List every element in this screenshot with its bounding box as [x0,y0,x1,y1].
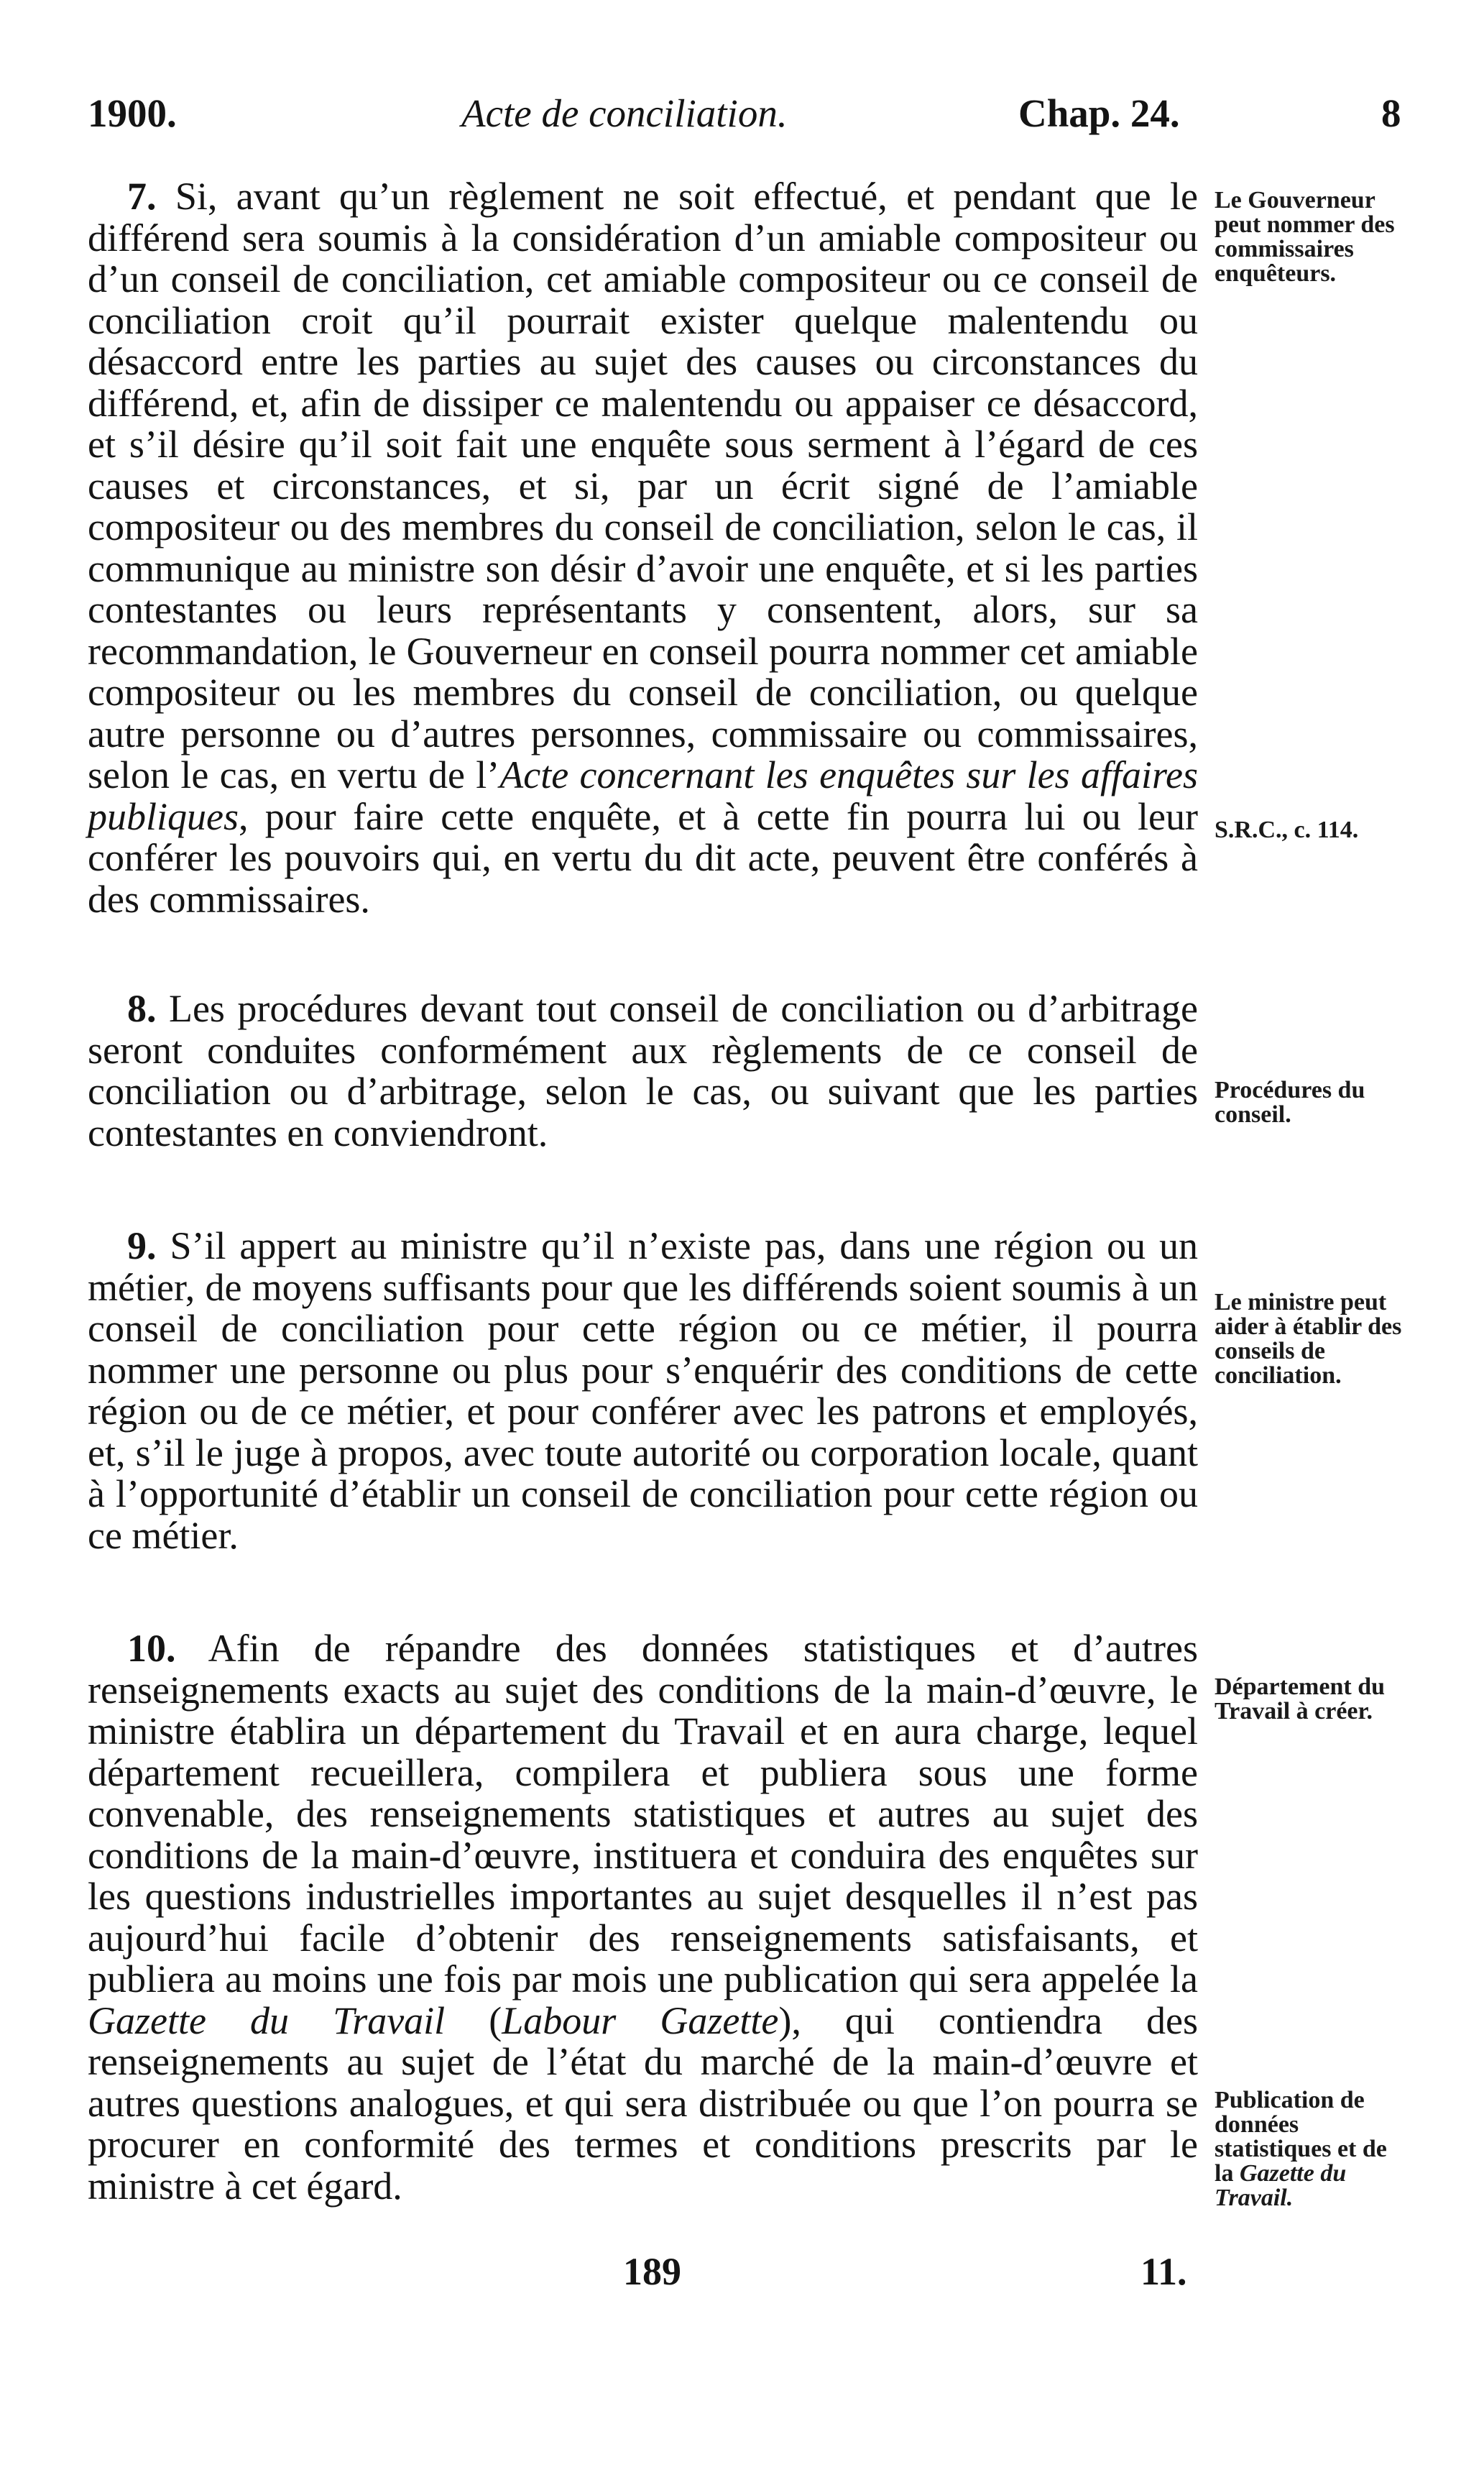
section-8 [88,988,1198,1154]
section-10-paragraph [88,1628,1198,2207]
section-7-paragraph [88,176,1198,920]
margin-note-gazette [1215,2088,1409,2210]
running-header [88,85,1403,142]
section-10-text: Afin de répandre des données statistiques et d’autres renseignements exacts au sujet des conditions de la main-d’œuvre, le ministre établira un département du Travail et en aura charge, lequel département recueillera, compilera et publiera sous une forme convenable, des renseignements statistiques et autres au sujet des conditions de la main-d’œuvre, instituera et conduira des enquêtes sur les questions industrielles importantes au sujet desquelles il n’est pas aujourd’hui facile d’obtenir des renseignements satisfaisants, et publiera au moins une fois par mois une publication qui sera appelée la [88,1627,1198,2001]
section-9-text: S’il appert au ministre qu’il n’existe pas, dans une région ou un métier, de moyens suffisants pour que les différends soient soumis à un conseil de conciliation pour cette région ou ce métier, il pourra nommer une personne ou plus pour s’enquérir des conditions de cette région ou de ce métier, et pour conférer avec les patrons et employés, et, s’il le juge à propos, avec toute autorité ou corporation locale, quant à l’opportunité d’établir un conseil de conciliation pour cette région ou ce métier. [88,1224,1199,1557]
section-9 [88,1226,1198,1556]
section-7-text-end: , pour faire cette enquête, et à cette fin pourra lui ou leur conférer les pouvoirs qui, en vertu du dit acte, peuvent être conférés à des commissaires. [88,794,1198,921]
margin-note-statute-reference: S.R.C., c. 114. [1215,817,1359,843]
margin-note-gazette-text: Publication de données statistiques et de la [1215,2087,1387,2187]
footer-signature-mark: 11. [1140,2250,1187,2293]
section-7 [88,176,1198,920]
section-10-text-end: ), qui contiendra des renseignements au sujet de l’état du marché de la main-d’œuvre et autres questions analogues, et qui sera distribuée ou que l’on pourra se procurer en conformité des termes et conditions prescrits par le ministre à cet égard. [88,1998,1198,2208]
margin-note-gazette-title: Gazette du Travail. [1215,2160,1347,2211]
margin-note-section-10: Département du Travail à créer. [1215,1673,1386,1724]
footer-page-number: 189 [623,2250,681,2293]
gazette-title: Gazette du Travail [88,1998,446,2042]
body-text [88,176,1198,2286]
header-page-number: 8 [1381,91,1401,135]
section-number: 10. [127,1627,176,1670]
header-title: Acte de conciliation. [461,91,788,135]
section-10-paren: ( [445,1998,502,2042]
section-number: 8. [127,987,157,1030]
gazette-english-title: Labour Gazette [502,1998,779,2042]
section-10 [88,1628,1198,2207]
header-chapter: Chap. 24. [1018,91,1180,135]
margin-note-section-9: Le ministre peut aider à établir des conseils de conciliation. [1215,1289,1402,1389]
header-year: 1900. [88,91,177,135]
section-number: 9. [127,1224,157,1267]
cited-act-title: Acte concernant les enquêtes sur les affaires publiques [88,753,1198,838]
section-8-paragraph [88,988,1198,1154]
margin-note-section-7: Le Gouverneur peut nommer des commissaires enquêteurs. [1215,187,1395,287]
section-8-text: Les procédures devant tout conseil de conciliation ou d’arbitrage seront conduites conformément aux règlements de ce conseil de conciliation ou d’arbitrage, selon le cas, ou suivant que les parties contestantes en conviendront. [88,987,1199,1154]
section-7-text: Si, avant qu’un règlement ne soit effectué, et pendant que le différend sera soumis à la considération d’un amiable compositeur ou d’un conseil de conciliation, cet amiable compositeur ou ce conseil de conciliation croit qu’il pourrait exister quelque malentendu ou désaccord entre les parties au sujet des causes ou circonstances du différend, et, afin de dissiper ce malentendu ou appaiser ce désaccord, et s’il désire qu’il soit fait une enquête sous serment à l’égard de ces causes et circonstances, et si, par un écrit signé de l’amiable compositeur ou des membres du conseil de conciliation, selon le cas, il communique au ministre son désir d’avoir une enquête, et si les parties contestantes ou leurs représentants y consentent, alors, sur sa recommandation, le Gouverneur en conseil pourra nommer cet amiable compositeur ou les membres du conseil de conciliation, ou quelque autre personne ou d’autres personnes, commissaire ou commissaires, selon le cas, en vertu de l’ [88,175,1198,796]
margin-note-section-8: Procédures du conseil. [1215,1077,1365,1128]
section-number: 7. [127,175,157,218]
section-9-paragraph [88,1226,1198,1556]
page-footer [88,2246,1198,2297]
